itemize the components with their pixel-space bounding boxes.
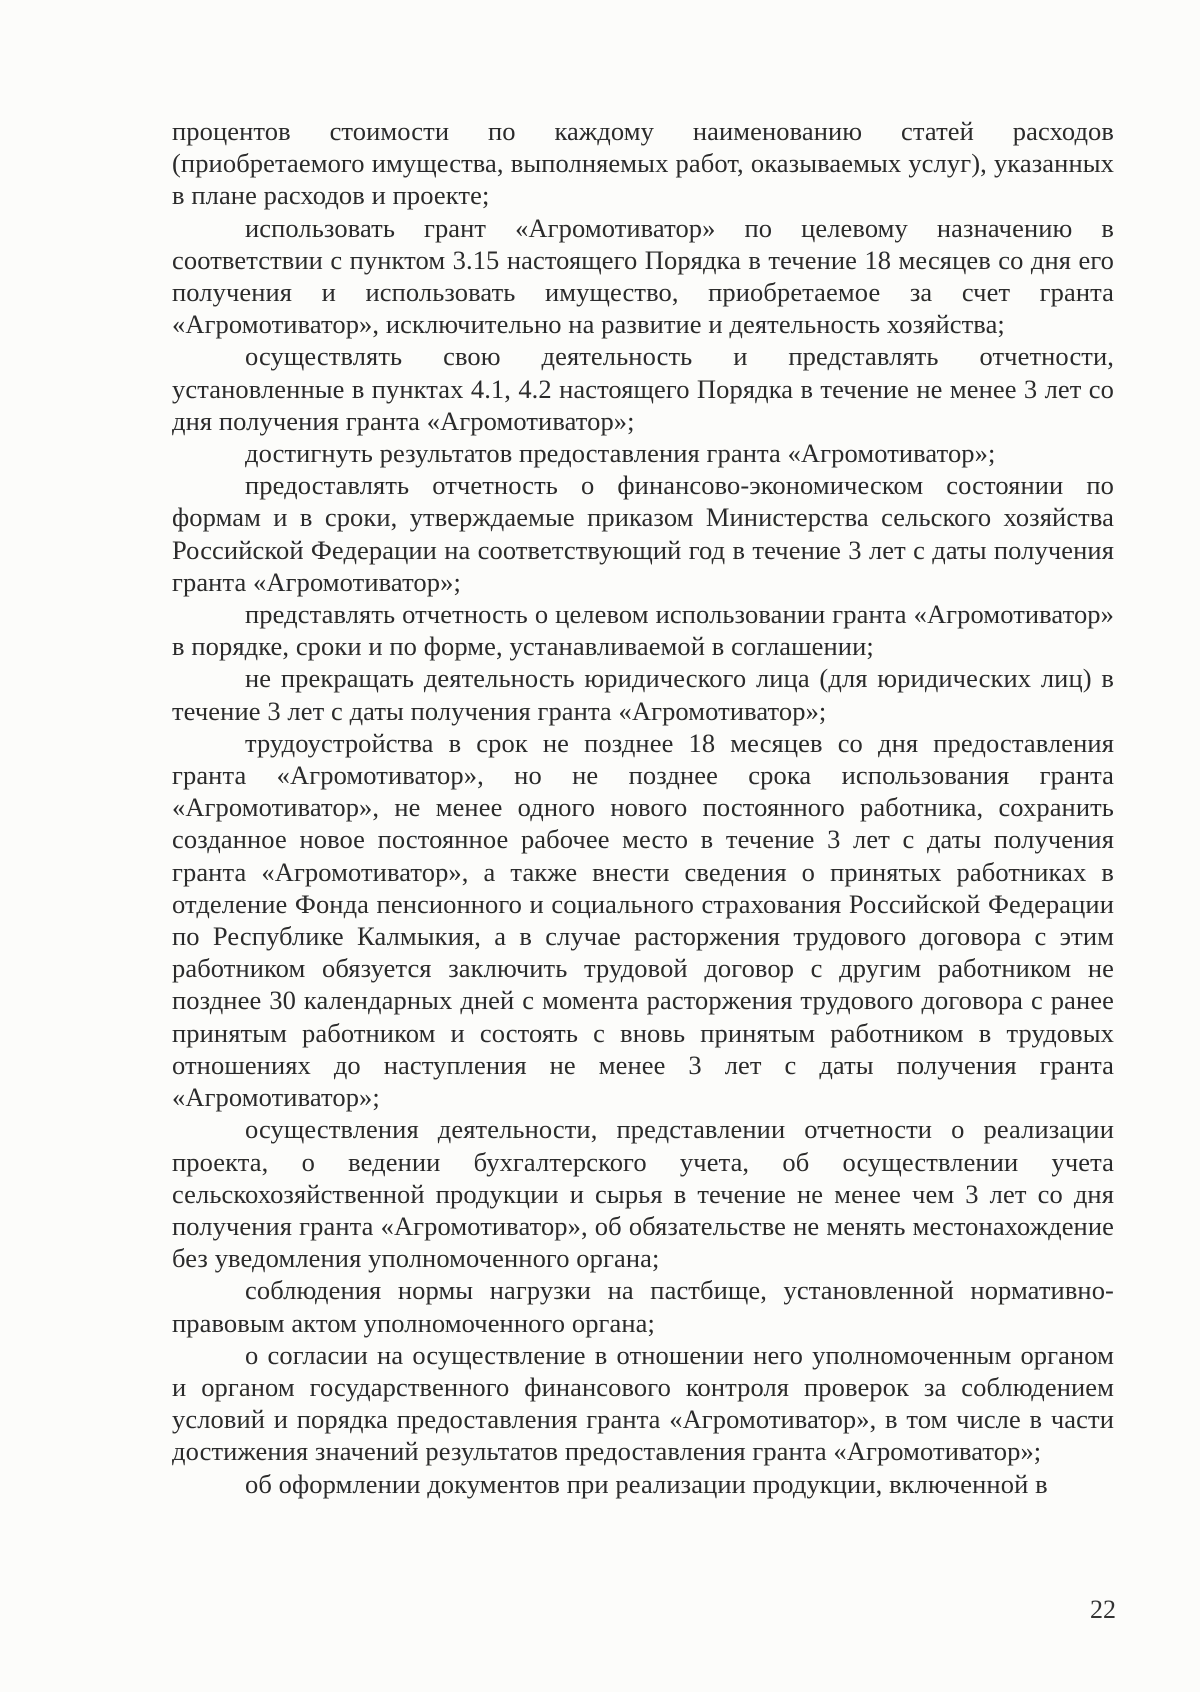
paragraph-7: не прекращать деятельность юридического лица (для юридических лиц) в течение 3 лет с даты получения гранта «Агромотиватор»;	[172, 663, 1114, 726]
paragraph-2: использовать грант «Агромотиватор» по целевому назначению в соответствии с пунктом 3.15 настоящего Порядка в течение 18 месяцев со дня его получения и использовать имущество, приобретаемое за счет гранта «Агромотиватор», исключительно на развитие и деятельность хозяйства;	[172, 212, 1114, 340]
paragraph-8: трудоустройства в срок не позднее 18 месяцев со дня предоставления гранта «Агромотиватор», но не позднее срока использования гранта «Агромотиватор», не менее одного нового постоянного работника, сохранить созданное новое постоянное рабочее место в течение 3 лет с даты получения гранта «Агромотиватор», а также внести сведения о принятых работниках в отделение Фонда пенсионного и социального страхования Российской Федерации по Республике Калмыкия, а в случае расторжения трудового договора с этим работником обязуется заключить трудовой договор с другим работником не позднее 30 календарных дней с момента расторжения трудового договора с ранее принятым работником и состоять с вновь принятым работником в трудовых отношениях до наступления не менее 3 лет с даты получения гранта «Агромотиватор»;	[172, 727, 1114, 1113]
page-number: 22	[1090, 1595, 1116, 1624]
paragraph-9: осуществления деятельности, представлении отчетности о реализации проекта, о ведении бухгалтерского учета, об осуществлении учета сельскохозяйственной продукции и сырья в течение не менее чем 3 лет со дня получения гранта «Агромотиватор», об обязательстве не менять местонахождение без уведомления уполномоченного органа;	[172, 1114, 1114, 1274]
paragraph-1: процентов стоимости по каждому наименованию статей расходов (приобретаемого имущества, выполняемых работ, оказываемых услуг), указанных в плане расходов и проекте;	[172, 116, 1114, 211]
paragraph-5: предоставлять отчетность о финансово-экономическом состоянии по формам и в сроки, утверждаемые приказом Министерства сельского хозяйства Российской Федерации на соответствующий год в течение 3 лет с даты получения гранта «Агромотиватор»;	[172, 470, 1114, 597]
paragraph-4: достигнуть результатов предоставления гранта «Агромотиватор»;	[245, 438, 996, 469]
document-body	[172, 115, 1114, 1500]
paragraph-11: о согласии на осуществление в отношении него уполномоченным органом и органом государственного финансового контроля проверок за соблюдением условий и порядка предоставления гранта «Агромотиватор», в том числе в части достижения значений результатов предоставления гранта «Агромотиватор»;	[172, 1339, 1114, 1467]
paragraph-3: осуществлять свою деятельность и представлять отчетности, установленные в пунктах 4.1, 4.2 настоящего Порядка в течение не менее 3 лет со дня получения гранта «Агромотиватор»;	[172, 341, 1114, 436]
paragraph-12: об оформлении документов при реализации продукции, включенной в	[245, 1468, 1048, 1499]
paragraph-6: представлять отчетность о целевом использовании гранта «Агромотиватор» в порядке, сроки и по форме, устанавливаемой в соглашении;	[172, 599, 1114, 662]
paragraph-10: соблюдения нормы нагрузки на пастбище, установленной нормативно-правовым актом уполномоченного органа;	[172, 1275, 1114, 1338]
